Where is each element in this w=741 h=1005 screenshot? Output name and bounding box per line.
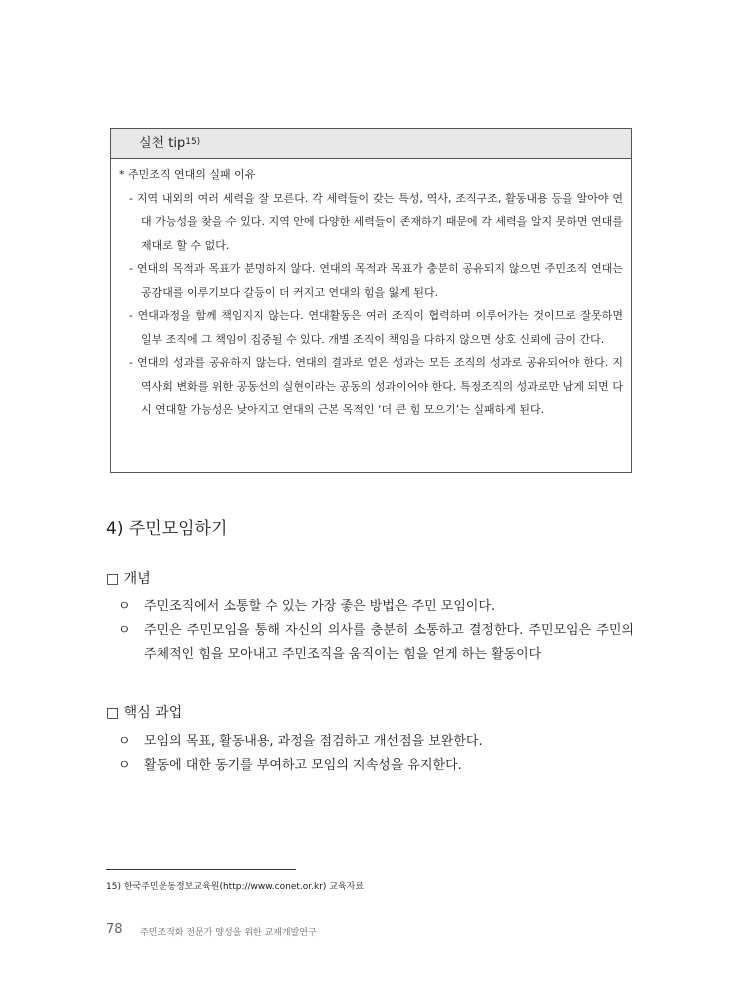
tip-item: - 지역 내외의 여러 세력을 잘 모른다. 각 세력들이 갖는 특성, 역사, 조직구조, 활동내용 등을 알아야 연대 가능성을 찾을 수 있다. 지역 안에 다양한 세력들이 존재하기 때문에 각 세력을 알지 못하면 연대를 제대로 할 수 없다. bbox=[129, 191, 623, 252]
footnote-divider bbox=[106, 869, 296, 870]
tip-item: - 연대의 성과를 공유하지 않는다. 연대의 결과로 얻은 성과는 모든 조직의 성과로 공유되어야 한다. 지역사회 변화를 위한 공동선의 실현이라는 공동의 성과이어야 한다. 특정조직의 성과로만 남게 되면 다시 연대할 가능성은 낮아지고 연대의 근본 목적인 ‘더 큰 힘 모으기’는 실패하게 된다. bbox=[129, 356, 623, 416]
bullet-item bbox=[118, 619, 634, 667]
bullet-text: 주민조직에서 소통할 수 있는 가장 좋은 방법은 주민 모임이다. bbox=[144, 599, 496, 614]
bullet-mark: ㅇ bbox=[118, 623, 131, 638]
tip-item: - 연대의 목적과 목표가 분명하지 않다. 연대의 목적과 목표가 충분히 공유되지 않으면 주민조직 연대는 공감대를 이루기보다 갈등이 더 커지고 연대의 힘을 잃게 된다. bbox=[129, 262, 623, 299]
page-number: 78 bbox=[106, 922, 123, 937]
footnote: 15) 한국주민운동정보교육원(http://www.conet.or.kr) 교육자료 bbox=[106, 882, 365, 892]
concept-bullets bbox=[118, 595, 634, 667]
bullet-item bbox=[118, 754, 634, 778]
concept-heading: □ 개념 bbox=[106, 571, 151, 587]
tip-title: 실천 tip bbox=[139, 136, 186, 151]
tip-item: - 연대과정을 함께 책임지지 않는다. 연대활동은 여러 조직이 협력하며 이루어가는 것이므로 잘못하면 일부 조직에 그 책임이 집중될 수 있다. 개별 조직이 책임을 다하지 않으면 상호 신뢰에 금이 간다. bbox=[129, 309, 623, 346]
core-tasks-bullets bbox=[118, 730, 634, 778]
bullet-text: 모임의 목표, 활동내용, 과정을 점검하고 개선점을 보완한다. bbox=[144, 734, 483, 749]
practice-tip-box bbox=[110, 128, 632, 473]
tip-heading: * 주민조직 연대의 실패 이유 bbox=[119, 168, 256, 181]
bullet-mark: ㅇ bbox=[118, 599, 131, 614]
bullet-text: 주민은 주민모임을 통해 자신의 의사를 충분히 소통하고 결정한다. 주민모임은 주민의 주체적인 힘을 모아내고 주민조직을 움직이는 힘을 얻게 하는 활동이다 bbox=[144, 623, 634, 662]
core-tasks-heading: □ 핵심 과업 bbox=[106, 705, 183, 721]
tip-body bbox=[111, 159, 631, 422]
bullet-item bbox=[118, 595, 634, 619]
bullet-text: 활동에 대한 동기를 부여하고 모임의 지속성을 유지한다. bbox=[144, 758, 462, 773]
bullet-mark: ㅇ bbox=[118, 734, 131, 749]
tip-footnote-ref: 15) bbox=[185, 137, 201, 147]
bullet-item bbox=[118, 730, 634, 754]
running-head: 주민조직화 전문가 양성을 위한 교재개발연구 bbox=[140, 928, 317, 938]
bullet-mark: ㅇ bbox=[118, 758, 131, 773]
tip-header bbox=[111, 129, 631, 159]
section-title: 4) 주민모임하기 bbox=[106, 519, 228, 539]
